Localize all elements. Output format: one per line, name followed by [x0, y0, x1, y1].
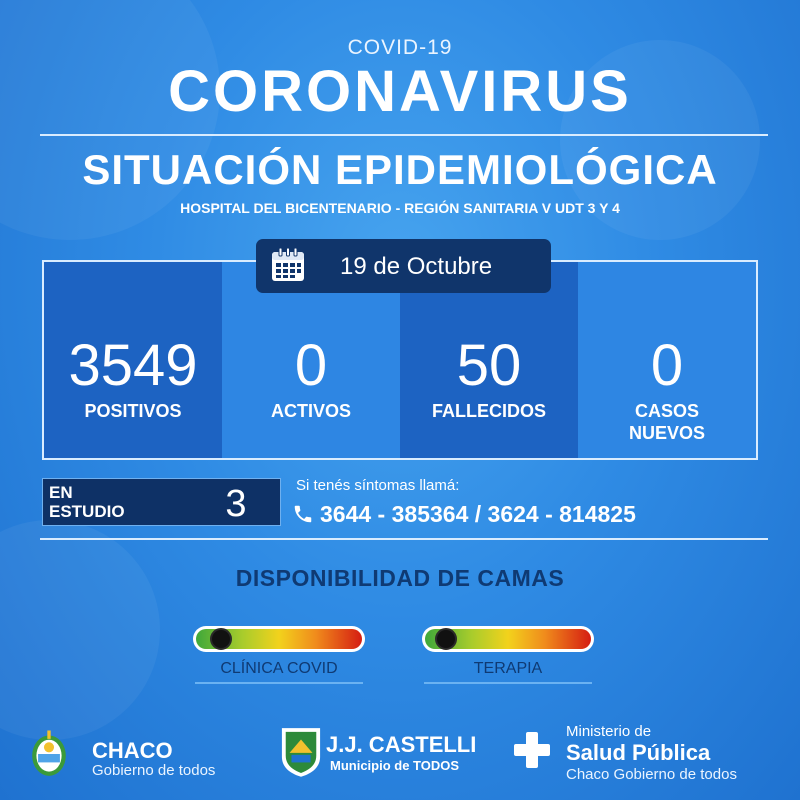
date-label: 19 de Octubre — [340, 253, 493, 280]
calendar-icon — [270, 247, 306, 283]
meter-gradient — [425, 629, 591, 649]
stat-value: 0 — [650, 333, 684, 398]
meter-indicator — [435, 628, 457, 650]
ministerio-subtitle: Chaco Gobierno de todos — [566, 766, 737, 783]
camas-title: DISPONIBILIDAD DE CAMAS — [235, 565, 565, 591]
castelli-logo-title: J.J. CASTELLI — [326, 732, 477, 757]
stat-value: 50 — [456, 333, 522, 398]
background-virus-shape — [0, 520, 160, 740]
phone-row — [292, 498, 636, 530]
meter-indicator — [210, 628, 232, 650]
chaco-emblem-icon — [28, 726, 70, 782]
divider — [40, 538, 768, 540]
meter-underline — [424, 682, 592, 684]
stat-label: POSITIVOS — [84, 401, 182, 421]
stat-positivos — [44, 262, 222, 458]
stat-value: 0 — [294, 333, 328, 398]
hospital-subtitle: HOSPITAL DEL BICENTENARIO - REGIÓN SANITARIA V UDT 3 Y 4 — [180, 200, 620, 216]
covid-label: COVID-19 — [347, 36, 453, 59]
stat-value: 3549 — [68, 333, 198, 398]
en-estudio-label: EN ESTUDIO — [49, 483, 125, 521]
divider — [40, 134, 768, 136]
terapia-label: TERAPIA — [473, 660, 543, 677]
chaco-logo-subtitle: Gobierno de todos — [92, 762, 216, 779]
health-cross-icon — [512, 730, 552, 770]
en-estudio-value: 3 — [225, 483, 247, 525]
date-badge — [256, 239, 551, 293]
meter-gradient — [196, 629, 362, 649]
terapia-meter — [422, 626, 594, 652]
castelli-shield-icon — [280, 722, 322, 780]
ministerio-line: Ministerio de — [566, 723, 652, 740]
stat-label: ACTIVOS — [270, 401, 351, 421]
en-estudio-box — [42, 478, 281, 526]
clinica-covid-label: CLÍNICA COVID — [220, 660, 338, 677]
phone-icon — [292, 503, 314, 525]
main-title: CORONAVIRUS — [168, 59, 632, 124]
clinica-covid-meter — [193, 626, 365, 652]
situation-title: SITUACIÓN EPIDEMIOLÓGICA — [82, 146, 718, 193]
stat-casos-nuevos — [578, 262, 756, 458]
castelli-logo-subtitle: Municipio de TODOS — [330, 758, 460, 773]
phone-numbers[interactable]: 3644 - 385364 / 3624 - 814825 — [320, 500, 636, 527]
meter-underline — [195, 682, 363, 684]
chaco-logo-title: CHACO — [92, 738, 173, 763]
ministerio-title: Salud Pública — [566, 740, 711, 765]
stat-label: CASOS NUEVOS — [628, 401, 706, 443]
stat-label: FALLECIDOS — [431, 401, 546, 421]
symptoms-prompt: Si tenés síntomas llamá: — [296, 477, 460, 494]
